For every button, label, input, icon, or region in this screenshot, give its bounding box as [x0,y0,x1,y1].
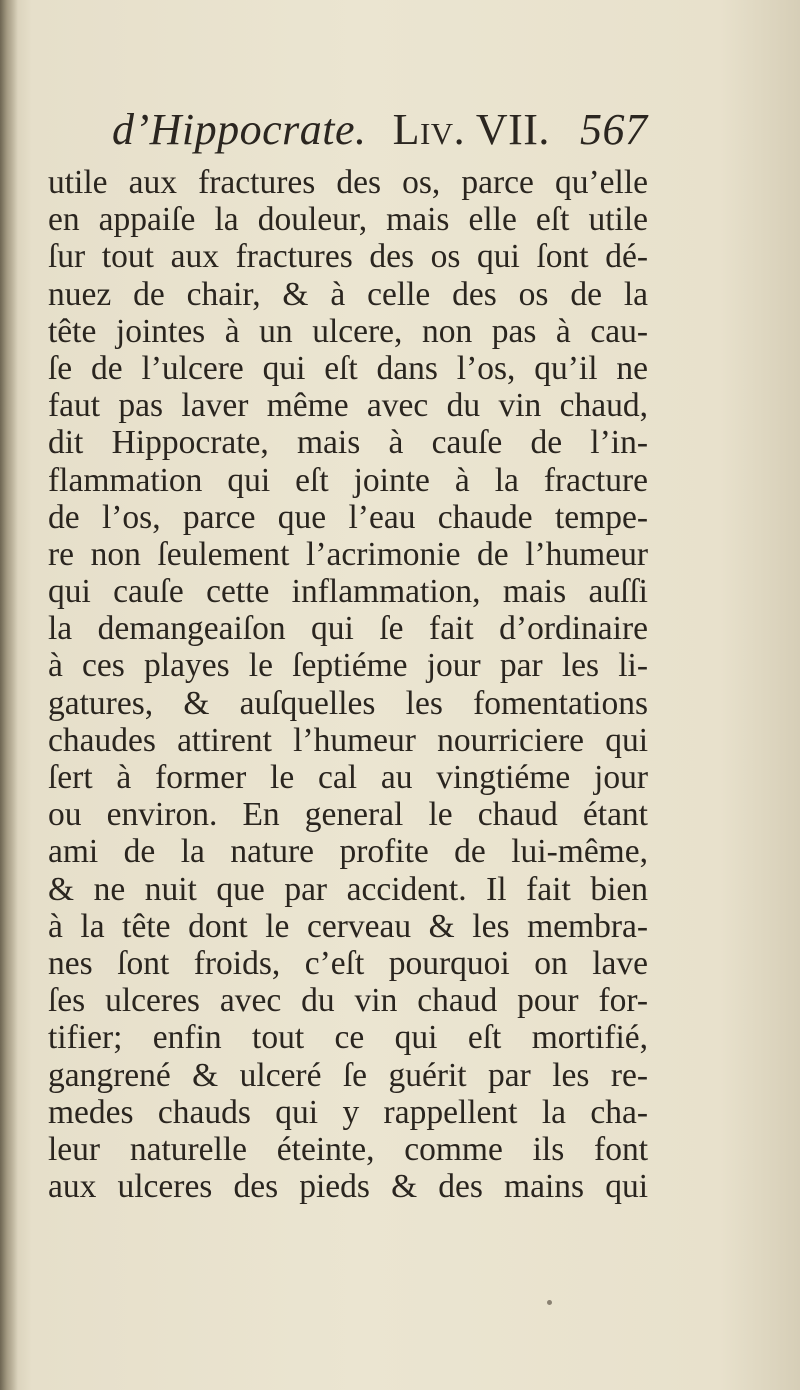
text-line: ſert à former le cal au vingtiéme jour [48,759,648,796]
text-line: qui cauſe cette inflammation, mais auſſi [48,573,648,611]
text-line: leur naturelle éteinte, comme ils font [48,1130,648,1168]
page-number: 567 [579,105,648,154]
text-line: gangrené & ulceré ſe guérit par les re- [48,1056,648,1094]
text-line: nuez de chair, & à celle des os de la [48,275,648,313]
text-line: de l’os, parce que l’eau chaude tempe- [48,498,648,536]
binding-shadow [0,0,18,1390]
running-head-book: Liv. VII. [392,105,550,154]
running-head [112,104,652,164]
text-line: aux ulceres des pieds & des mains qui [48,1168,648,1206]
running-head-title: d’Hippocrate. [112,105,367,154]
text-line: ſur tout aux fractures des os qui ſont dé- [48,238,648,276]
text-line: chaudes attirent l’humeur nourriciere qui [48,721,648,759]
text-line: tête jointes à un ulcere, non pas à cau- [48,312,648,350]
text-line: ou environ. En general le chaud étant [48,796,648,834]
text-line: utile aux fractures des os, parce qu’elle [48,164,648,201]
text-line: ami de la nature profite de lui-même, [48,833,648,871]
text-line: ſe de l’ulcere qui eſt dans l’os, qu’il ne [48,349,648,387]
body-text [48,164,648,1205]
text-line: nes ſont froids, c’eſt pourquoi on lave [48,944,648,982]
text-line: à la tête dont le cerveau & les membra- [48,907,648,945]
text-line: flammation qui eſt jointe à la fracture [48,461,648,499]
text-line: la demangeaiſon qui ſe fait d’ordinaire [48,610,648,648]
text-line: gatures, & auſquelles les fomentations [48,684,648,722]
text-line: & ne nuit que par accident. Il fait bien [48,870,648,908]
ink-speck [547,1300,552,1305]
text-line: tifier; enfin tout ce qui eſt mortifié, [48,1019,648,1057]
text-line: faut pas laver même avec du vin chaud, [48,387,648,425]
text-line: medes chauds qui y rappellent la cha- [48,1093,648,1131]
text-line: dit Hippocrate, mais à cauſe de l’in- [48,424,648,462]
text-line: ſes ulceres avec du vin chaud pour for- [48,982,648,1020]
text-line: en appaiſe la douleur, mais elle eſt utile [48,201,648,239]
text-line: re non ſeulement l’acrimonie de l’humeur [48,535,648,573]
text-line: à ces playes le ſeptiéme jour par les li- [48,647,648,685]
